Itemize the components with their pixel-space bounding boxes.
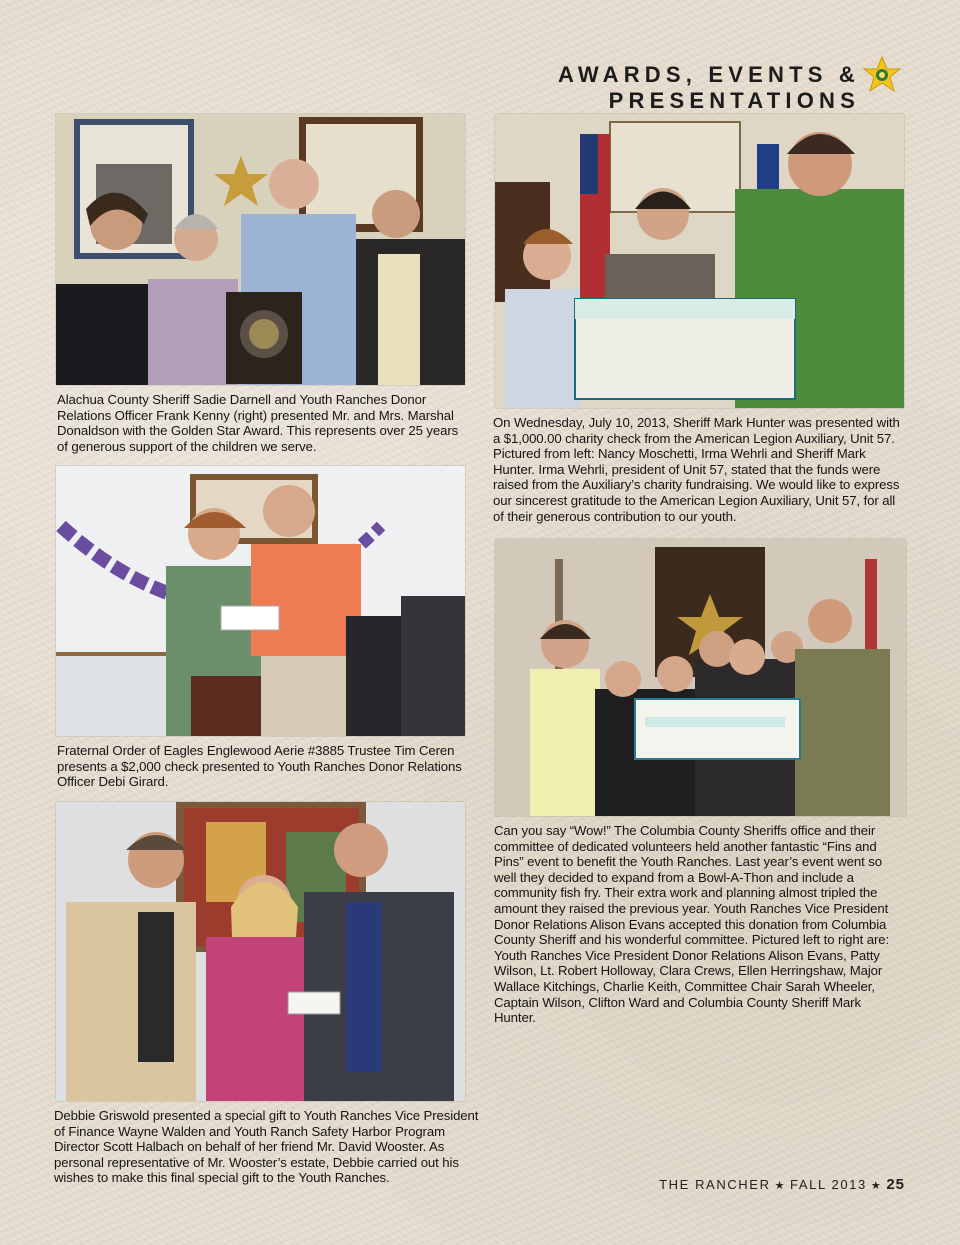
photo-eagles-check <box>56 466 465 736</box>
photo-special-gift <box>56 802 465 1101</box>
page-title: AWARDS, EVENTS & PRESENTATIONS <box>557 62 860 113</box>
photo-columbia-county-check <box>495 539 906 816</box>
photo-golden-star-award <box>56 114 465 385</box>
caption-special-gift: Debbie Griswold presented a special gift to Youth Ranches Vice President of Finance Wayne Walden and Youth Ranch Safety Harbor Program Director Scott Halbach on behalf of her friend Mr. David Wooster. As personal representative of Mr. Wooster’s estate, Debbie carried out his wishes to make this final special gift to the Youth Ranches. <box>54 1108 479 1186</box>
photo-american-legion-check <box>495 114 904 408</box>
caption-columbia-county-check: Can you say “Wow!” The Columbia County Sheriffs office and their committee of dedicated volunteers held another fantastic “Fins and Pins” event to benefit the Youth Ranches. Last year’s event went so well they decided to expand from a Bowl-A-Thon and include a community fish fry. Their extra work and planning almost tripled the amount they raised the previous year. Youth Ranches Vice President Donor Relations Alison Evans accepted this donation from Columbia County Sheriff and his wonderful committee. Pictured left to right are: Youth Ranches Vice President Donor Relations Alison Evans, Patty Wilson, Lt. Robert Holloway, Clara Crews, Ellen Herringshaw, Major Wallace Kitchings, Charlie Keith, Committee Chair Sarah Wheeler, Captain Wilson, Clifton Ward and Columbia County Sheriff Mark Hunter. <box>494 823 890 1026</box>
caption-american-legion-check: On Wednesday, July 10, 2013, Sheriff Mark Hunter was presented with a $1,000.00 charity check from the American Legion Auxiliary, Unit 57. Pictured from left: Nancy Moschetti, Irma Wehrli and Sheriff Mark Hunter. Irma Wehrli, president of Unit 57, stated that the funds were raised from the Auxiliary’s charity fundraising. We would like to express our sincerest gratitude to the American Legion Auxiliary, Unit 57, for all of their generous contribution to our youth. <box>493 415 900 524</box>
issue-label: FALL 2013 <box>790 1177 867 1192</box>
star-icon: ★ <box>774 1180 787 1192</box>
page-footer <box>560 1176 905 1193</box>
page-number: 25 <box>886 1176 905 1193</box>
publication-name: THE RANCHER <box>659 1177 771 1192</box>
sheriff-star-icon <box>860 55 904 95</box>
star-icon: ★ <box>870 1180 883 1192</box>
caption-eagles-check: Fraternal Order of Eagles Englewood Aerie #3885 Trustee Tim Ceren presents a $2,000 check presented to Youth Ranches Donor Relations Officer Debi Girard. <box>57 743 462 790</box>
caption-golden-star-award: Alachua County Sheriff Sadie Darnell and Youth Ranches Donor Relations Officer Frank Kenny (right) presented Mr. and Mrs. Marshal Donaldson with the Golden Star Award. This represents over 25 years of generous support of the children we serve. <box>57 392 459 454</box>
